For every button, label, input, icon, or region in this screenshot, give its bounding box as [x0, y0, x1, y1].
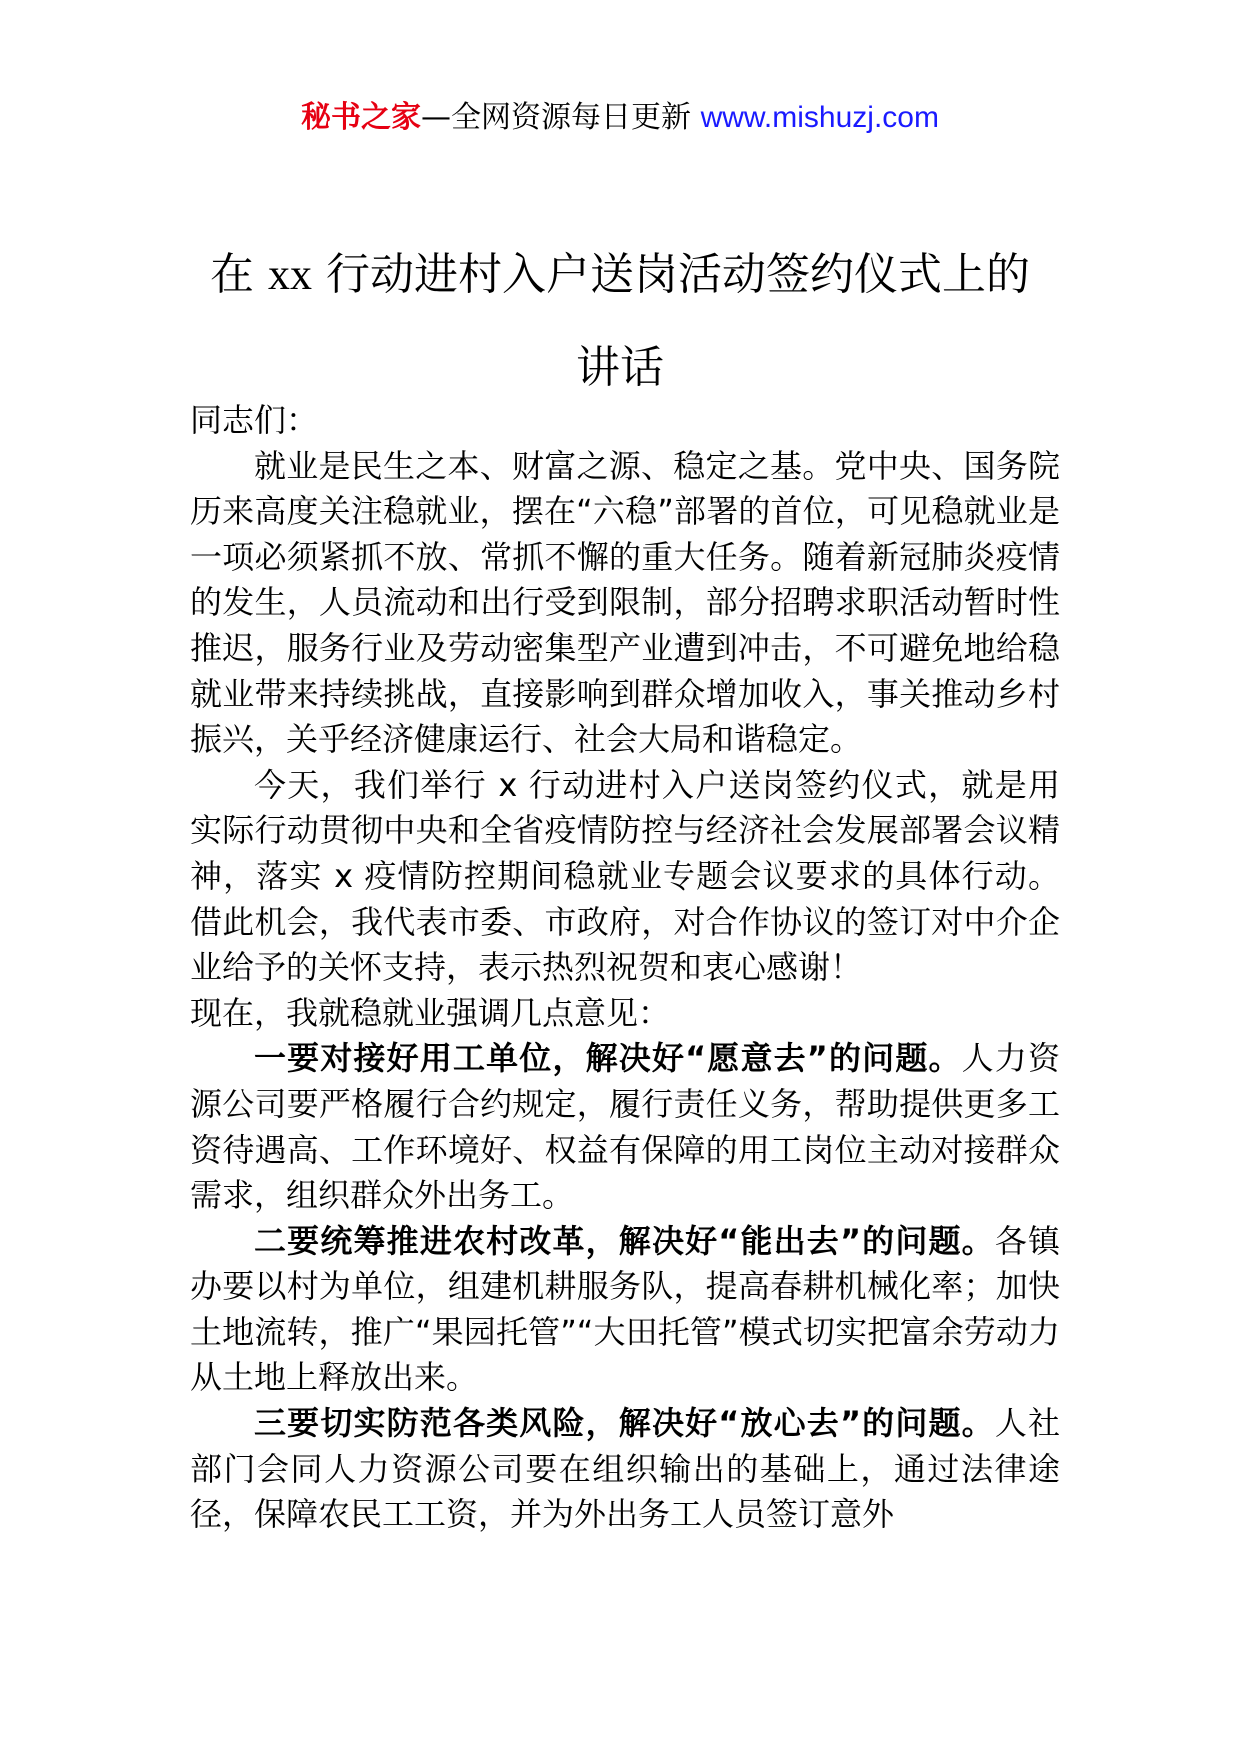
section-1 [190, 1036, 1060, 1218]
section-3 [190, 1401, 1060, 1538]
site-url-link[interactable]: www.mishuzj.com [700, 101, 939, 134]
section-2-heading: 二要统筹推进农村改革，解决好“能出去”的问题。 [254, 1221, 995, 1260]
paragraph-1: 就业是民生之本、财富之源、稳定之基。党中央、国务院历来高度关注稳就业，摆在“六稳”部署的首位，可见稳就业是一项必须紧抓不放、常抓不懈的重大任务。随着新冠肺炎疫情的发生，人员流动和出行受到限制，部分招聘求职活动暂时性推迟，服务行业及劳动密集型产业遭到冲击，不可避免地给稳就业带来持续挑战，直接影响到群众增加收入，事关推动乡村振兴，关乎经济健康运行、社会大局和谐稳定。 [190, 446, 1060, 759]
section-2-text: 各镇办要以村为单位，组建机耕服务队，提高春耕机械化率；加快土地流转，推广“果园托管”“大田托管”模式切实把富余劳动力从土地上释放出来。 [190, 1221, 1060, 1397]
title-line-1: 在 xx 行动进村入户送岗活动签约仪式上的 [210, 249, 1030, 300]
section-1-heading: 一要对接好用工单位，解决好“愿意去”的问题。 [254, 1039, 962, 1078]
section-2 [190, 1219, 1060, 1401]
site-brand: 秘书之家 [301, 100, 422, 135]
salutation: 同志们： [190, 401, 319, 439]
document-body [190, 398, 1060, 1538]
section-1-text: 人力资源公司要严格履行合约规定，履行责任义务，帮助提供更多工资待遇高、工作环境好、权益有保障的用工岗位主动对接群众需求，组织群众外出务工。 [190, 1039, 1060, 1215]
title-line-2: 讲话 [576, 342, 664, 393]
section-3-text: 人社部门会同人力资源公司要在组织输出的基础上，通过法律途径，保障农民工工资，并为外出务工人员签订意外 [190, 1404, 1060, 1534]
section-3-heading: 三要切实防范各类风险，解决好“放心去”的问题。 [254, 1404, 995, 1443]
document-title [0, 228, 1240, 414]
site-header [0, 98, 1240, 138]
paragraph-3: 现在，我就稳就业强调几点意见： [190, 993, 671, 1032]
paragraph-2: 今天，我们举行 x 行动进村入户送岗签约仪式，就是用实际行动贯彻中央和全省疫情防控与经济社会发展部署会议精神，落实 x 疫情防控期间稳就业专题会议要求的具体行动。借此机会，我代表市委、市政府，对合作协议的签订对中介企业给予的关怀支持，表示热烈祝贺和衷心感谢！ [190, 765, 1060, 987]
site-tagline: —全网资源每日更新 [421, 100, 701, 135]
